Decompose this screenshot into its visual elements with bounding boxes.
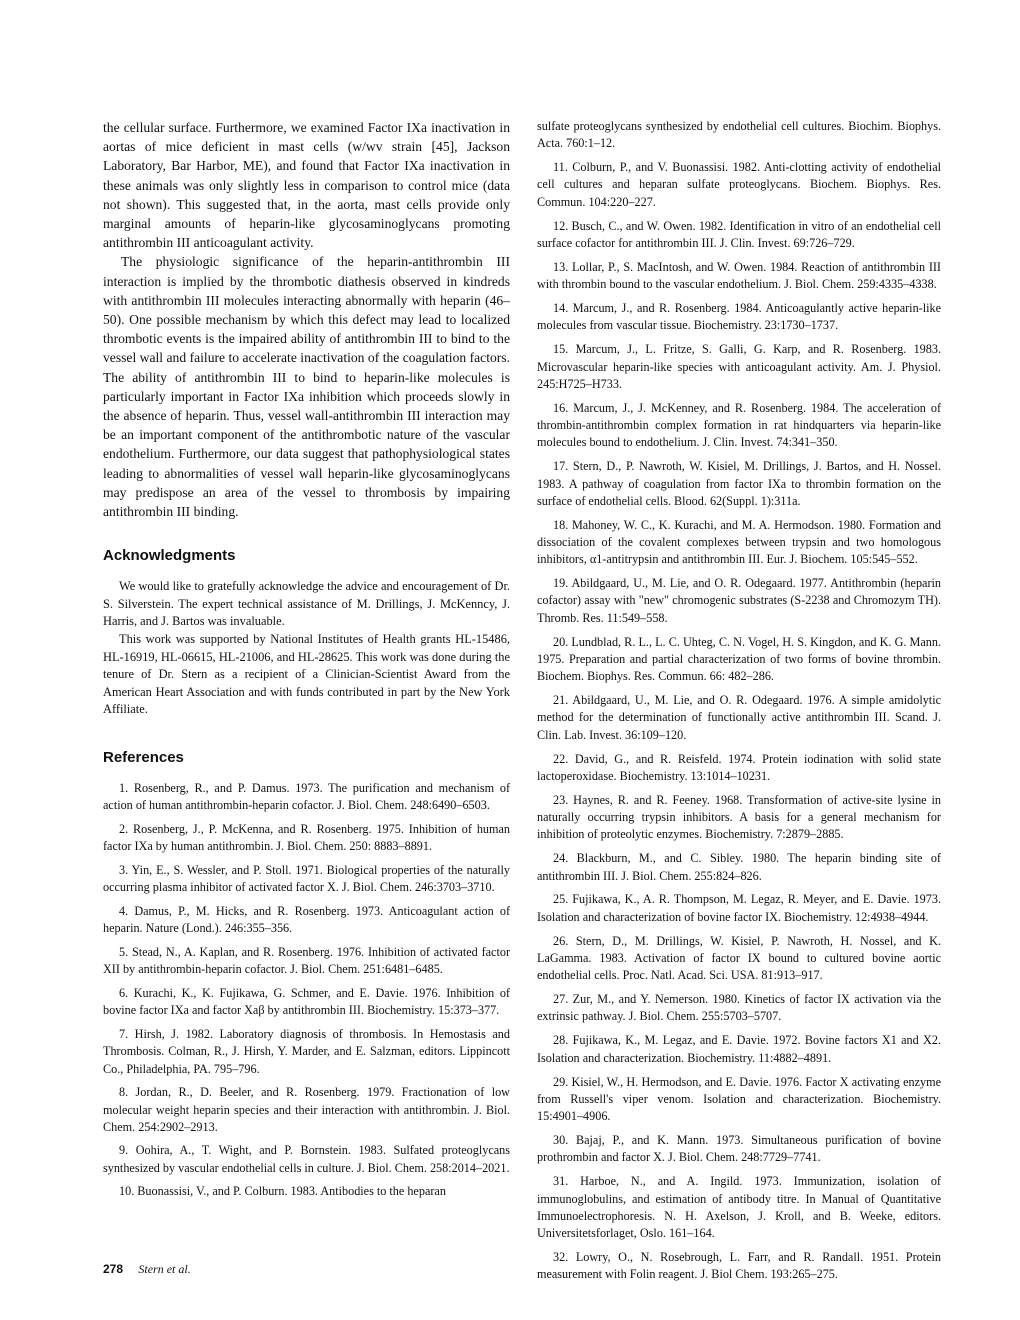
reference-item: 32. Lowry, O., N. Rosebrough, L. Farr, and R. Randall. 1951. Protein measurement with Folin reagent. J. Biol Chem. 193:265–275. bbox=[537, 1249, 941, 1282]
reference-item: 24. Blackburn, M., and C. Sibley. 1980. The heparin binding site of antithrombin III. J. Biol. Chem. 255:824–826. bbox=[537, 851, 941, 883]
reference-item: 2. Rosenberg, J., P. McKenna, and R. Rosenberg. 1975. Inhibition of human factor IXa by human antithrombin. J. Biol. Chem. 250: 8883–8891. bbox=[103, 822, 510, 854]
reference-item: 8. Jordan, R., D. Beeler, and R. Rosenberg. 1979. Fractionation of low molecular weight heparin species and their interaction with antithrombin. J. Biol. Chem. 254:2902–2913. bbox=[103, 1085, 510, 1134]
reference-item: 28. Fujikawa, K., M. Legaz, and E. Davie. 1972. Bovine factors X1 and X2. Isolation and characterization. Biochemistry. 11:4882–4891. bbox=[537, 1033, 941, 1065]
reference-item: 9. Oohira, A., T. Wight, and P. Bornstein. 1983. Sulfated proteoglycans synthesized by vascular endothelial cells in culture. J. Biol. Chem. 258:2014–2021. bbox=[103, 1143, 510, 1175]
references-list-left bbox=[103, 780, 510, 1201]
acknowledgments-heading: Acknowledgments bbox=[103, 547, 236, 565]
reference-item: 30. Bajaj, P., and K. Mann. 1973. Simultaneous purification of bovine prothrombin and factor X. J. Biol. Chem. 248:7729–7741. bbox=[537, 1133, 941, 1165]
discussion-paragraph-1: the cellular surface. Furthermore, we examined Factor IXa inactivation in aortas of mice deficient in mast cells (w/wv strain [45], Jackson Laboratory, Bar Harbor, ME), and found that Factor IXa inactivation in these animals was only slightly less in comparison to control mice (data not shown). This suggested that, in the aorta, mast cells provide only marginal amounts of heparin-like glycosaminoglycans promoting antithrombin III anticoagulant activity. bbox=[103, 120, 510, 251]
reference-item: 10. Buonassisi, V., and P. Colburn. 1983. Antibodies to the heparan bbox=[119, 1184, 446, 1199]
reference-item: 29. Kisiel, W., H. Hermodson, and E. Davie. 1976. Factor X activating enzyme from Russell's viper venom. Isolation and characterization. Biochemistry. 15:4901–4906. bbox=[537, 1074, 941, 1124]
reference-item: 15. Marcum, J., L. Fritze, S. Galli, G. Karp, and R. Rosenberg. 1983. Microvascular heparin-like species with anticoagulant activity. Am. J. Physiol. 245:H725–H733. bbox=[537, 342, 941, 391]
page-footer bbox=[103, 1262, 191, 1277]
reference-item: 23. Haynes, R. and R. Feeney. 1968. Transformation of active-site lysine in naturally occurring trypsin inhibitors. A basis for a general mechanism for inhibition of proteolytic enzymes. Biochemistry. 7:2879–2885. bbox=[537, 792, 941, 842]
reference-item: 18. Mahoney, W. C., K. Kurachi, and M. A. Hermodson. 1980. Formation and dissociation of the covalent complexes between trypsin and two homologous inhibitors, α1-antitrypsin and antithrombin III. Eur. J. Biochem. 105:545–552. bbox=[537, 517, 941, 567]
reference-item: 31. Harboe, N., and A. Ingild. 1973. Immunization, isolation of immunoglobulins, and estimation of antibody titre. In Manual of Quantitative Immunoelectrophoresis. N. H. Axelson, J. Kroll, and B. Weeke, editors. Universitetsforlaget, Oslo. 161–164. bbox=[537, 1174, 941, 1241]
reference-continuation: sulfate proteoglycans synthesized by endothelial cell cultures. Biochim. Biophys. Acta. 760:1–12. bbox=[537, 119, 941, 151]
reference-item: 13. Lollar, P., S. MacIntosh, and W. Owen. 1984. Reaction of antithrombin III with thrombin bound to the vascular endothelium. J. Biol. Chem. 259:4335–4338. bbox=[537, 259, 941, 292]
reference-item: 26. Stern, D., M. Drillings, W. Kisiel, P. Nawroth, H. Nossel, and K. LaGamma. 1983. Activation of factor IX bound to cultured bovine aortic endothelial cells. Proc. Natl. Acad. Sci. USA. 81:913–917. bbox=[537, 933, 941, 983]
reference-item: 5. Stead, N., A. Kaplan, and R. Rosenberg. 1976. Inhibition of activated factor XII by antithrombin-heparin cofactor. J. Biol. Chem. 251:6481–6485. bbox=[103, 944, 510, 977]
acknowledgments-paragraph-2: This work was supported by National Institutes of Health grants HL-15486, HL-16919, HL-06615, HL-21006, and HL-28625. This work was done during the tenure of Dr. Stern as a recipient of a Clinician-Scientist Award from the American Heart Association and with funds contributed in part by the New York Affiliate. bbox=[103, 632, 510, 717]
page-number: 278 bbox=[103, 1262, 124, 1276]
reference-item: 1. Rosenberg, R., and P. Damus. 1973. The purification and mechanism of action of human antithrombin-heparin cofactor. J. Biol. Chem. 248:6490–6503. bbox=[103, 781, 510, 813]
reference-item: 21. Abildgaard, U., M. Lie, and O. R. Odegaard. 1976. A simple amidolytic method for the determination of functionally active antithrombin III. Scand. J. Clin. Lab. Invest. 36:109–120. bbox=[537, 693, 941, 742]
reference-item: 4. Damus, P., M. Hicks, and R. Rosenberg. 1973. Anticoagulant action of heparin. Nature (Lond.). 246:355–356. bbox=[103, 903, 510, 936]
references-list-right bbox=[537, 159, 941, 1283]
reference-item: 20. Lundblad, R. L., L. C. Uhteg, C. N. Vogel, H. S. Kingdon, and K. G. Mann. 1975. Preparation and partial characterization of two forms of bovine thrombin. Biochem. Biophys. Res. Commun. 66: 482–286. bbox=[537, 634, 941, 684]
running-authors: Stern et al. bbox=[138, 1262, 191, 1276]
reference-item: 3. Yin, E., S. Wessler, and P. Stoll. 1971. Biological properties of the naturally occurring plasma inhibitor of activated factor X. J. Biol. Chem. 246:3703–3710. bbox=[103, 862, 510, 895]
discussion-paragraph-2: The physiologic significance of the heparin-antithrombin III interaction is implied by the thrombotic diathesis observed in kindreds with antithrombin III molecules interacting abnormally with heparin (46–50). One possible mechanism by which this defect may lead to localized thrombotic events is the impaired ability of antithrombin III to bind to the vessel wall and failure to accelerate inactivation of the coagulation factors. The ability of antithrombin III to bind to heparin-like molecules is particularly important in Factor IXa inhibition which proceeds slowly in the absence of heparin. Thus, vessel wall-antithrombin III interaction may be an important component of the antithrombotic nature of the vascular endothelium. Furthermore, our data suggest that pathophysiological states leading to abnormalities of vessel wall heparin-like glycosaminoglycans may predispose an area of the vessel to thrombosis by impairing antithrombin III binding. bbox=[103, 254, 510, 520]
reference-item: 25. Fujikawa, K., A. R. Thompson, M. Legaz, R. Meyer, and E. Davie. 1973. Isolation and characterization of bovine factor IX. Biochemistry. 12:4938–4944. bbox=[537, 892, 941, 924]
reference-item: 12. Busch, C., and W. Owen. 1982. Identification in vitro of an endothelial cell surface cofactor for antithrombin III. J. Clin. Invest. 69:726–729. bbox=[537, 218, 941, 250]
acknowledgments-paragraph-1: We would like to gratefully acknowledge the advice and encouragement of Dr. S. Silverstein. The expert technical assistance of M. Drillings, J. McKenncy, J. Harris, and J. Bartos was invaluable. bbox=[103, 579, 510, 629]
right-column bbox=[537, 118, 941, 1290]
reference-item: 22. David, G., and R. Reisfeld. 1974. Protein iodination with solid state lactoperoxidase. Biochemistry. 13:1014–10231. bbox=[537, 751, 941, 783]
reference-item: 16. Marcum, J., J. McKenney, and R. Rosenberg. 1984. The acceleration of thrombin-antithrombin complex formation in rat hindquarters via heparin-like molecules bound to endothelium. J. Clin. Invest. 74:341–350. bbox=[537, 400, 941, 450]
reference-item: 27. Zur, M., and Y. Nemerson. 1980. Kinetics of factor IX activation via the extrinsic pathway. J. Biol. Chem. 255:5703–5707. bbox=[537, 992, 941, 1024]
reference-item: 11. Colburn, P., and V. Buonassisi. 1982. Anti-clotting activity of endothelial cell cultures and heparan sulfate proteoglycans. Biochem. Biophys. Res. Commun. 104:220–227. bbox=[537, 160, 941, 209]
reference-item: 17. Stern, D., P. Nawroth, W. Kisiel, M. Drillings, J. Bartos, and H. Nossel. 1983. A pathway of coagulation from factor IXa to thrombin formation on the surface of endothelial cells. Blood. 62(Suppl. 1):311a. bbox=[537, 459, 941, 508]
reference-item: 6. Kurachi, K., K. Fujikawa, G. Schmer, and E. Davie. 1976. Inhibition of bovine factor IXa and factor Xaβ by antithrombin III. Biochemistry. 15:373–377. bbox=[103, 985, 510, 1018]
reference-item: 19. Abildgaard, U., M. Lie, and O. R. Odegaard. 1977. Antithrombin (heparin cofactor) assay with "new" chromogenic substrates (S-2238 and Chromozym TH). Thromb. Res. 11:549–558. bbox=[537, 576, 941, 625]
left-column bbox=[103, 118, 510, 1207]
reference-item: 14. Marcum, J., and R. Rosenberg. 1984. Anticoagulantly active heparin-like molecules from vascular tissue. Biochemistry. 23:1730–1737. bbox=[537, 301, 941, 333]
reference-item: 7. Hirsh, J. 1982. Laboratory diagnosis of thrombosis. In Hemostasis and Thrombosis. Colman, R., J. Hirsh, Y. Marder, and E. Salzman, editors. Lippincott Co., Philadelphia, PA. 795–796. bbox=[103, 1026, 510, 1076]
references-heading: References bbox=[103, 749, 184, 767]
